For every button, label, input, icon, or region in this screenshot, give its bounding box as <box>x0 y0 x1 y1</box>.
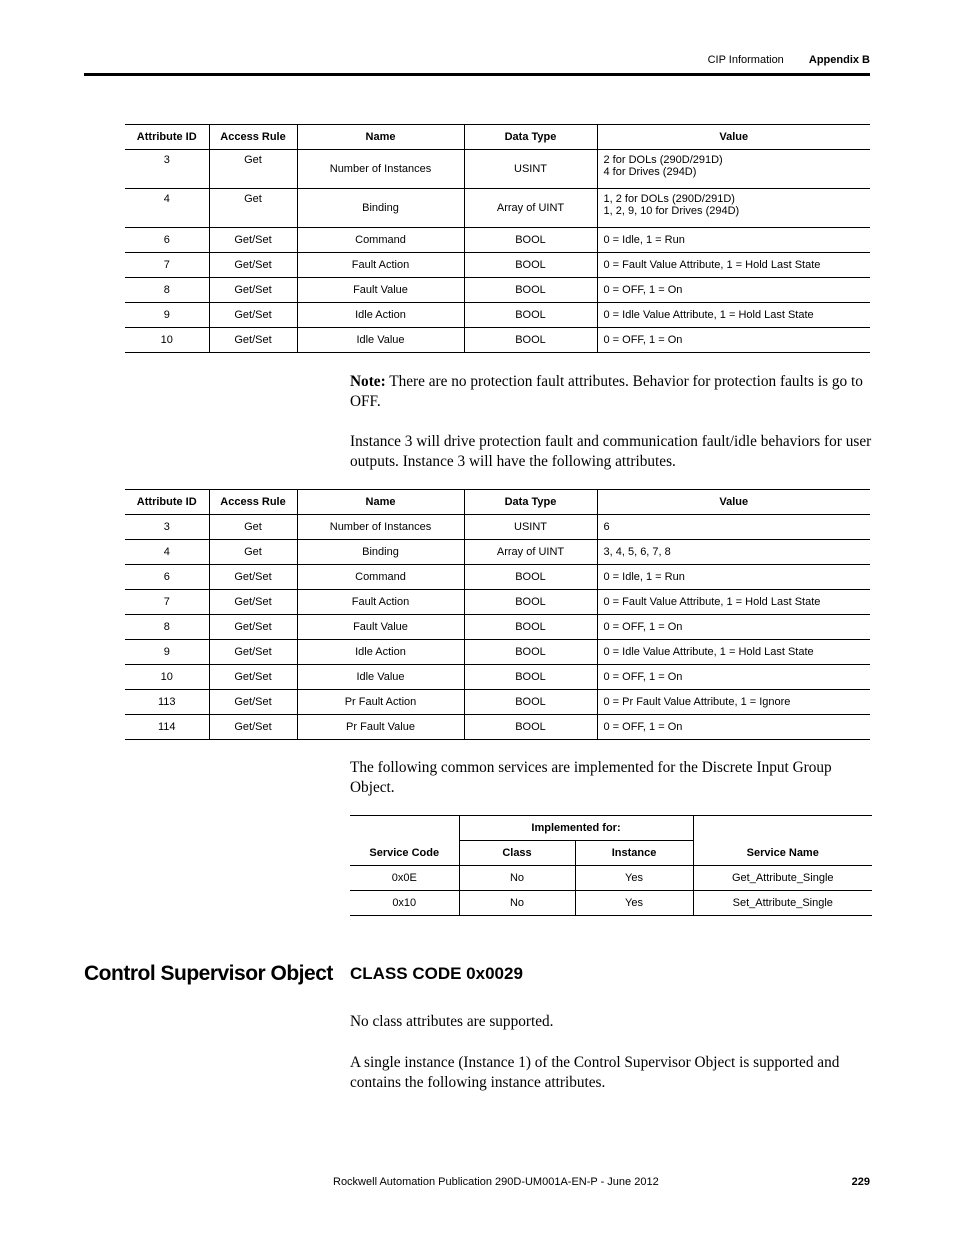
value-line: 1, 2, 9, 10 for Drives (294D) <box>603 205 740 217</box>
col-access-rule: Access Rule <box>209 490 297 515</box>
cell-access-rule: Get <box>209 189 297 228</box>
cell-access-rule: Get/Set <box>209 303 297 328</box>
cell-name: Fault Action <box>297 253 464 278</box>
cell-name: Command <box>297 228 464 253</box>
table-row <box>125 565 870 590</box>
cell-access-rule: Get/Set <box>209 665 297 690</box>
cell-data-type: BOOL <box>464 665 597 690</box>
note-label: Note: <box>350 373 386 390</box>
table-row <box>125 150 870 189</box>
class-code-heading: CLASS CODE 0x0029 <box>350 964 523 983</box>
cell-access-rule: Get/Set <box>209 565 297 590</box>
table-row <box>125 278 870 303</box>
table-row <box>125 228 870 253</box>
table-row <box>125 690 870 715</box>
cell-name: Binding <box>297 189 464 228</box>
col-name: Name <box>297 125 464 150</box>
cell-access-rule: Get <box>209 540 297 565</box>
value-line: 2 for DOLs (290D/291D) <box>603 154 723 166</box>
cell-instance: Yes <box>575 891 693 916</box>
cell-data-type: Array of UINT <box>464 540 597 565</box>
cell-instance: Yes <box>575 866 693 891</box>
cell-access-rule: Get/Set <box>209 278 297 303</box>
cell-attribute-id: 6 <box>125 565 209 590</box>
cell-data-type: BOOL <box>464 590 597 615</box>
services-table <box>350 815 872 916</box>
cell-attribute-id: 8 <box>125 615 209 640</box>
cell-attribute-id: 9 <box>125 640 209 665</box>
cell-value: 0 = OFF, 1 = On <box>597 615 870 640</box>
cell-service-code: 0x0E <box>350 866 459 891</box>
table-row <box>125 515 870 540</box>
cell-name: Idle Action <box>297 303 464 328</box>
cell-attribute-id: 10 <box>125 665 209 690</box>
page-number: 229 <box>851 1176 870 1188</box>
table-row <box>125 715 870 740</box>
col-instance: Instance <box>575 841 693 866</box>
no-class-paragraph: No class attributes are supported. <box>350 1013 554 1030</box>
cell-attribute-id: 8 <box>125 278 209 303</box>
cell-attribute-id: 3 <box>125 515 209 540</box>
running-header <box>708 54 870 66</box>
cell-access-rule: Get/Set <box>209 590 297 615</box>
cell-attribute-id: 6 <box>125 228 209 253</box>
cell-attribute-id: 10 <box>125 328 209 353</box>
services-paragraph: The following common services are implemented for the Discrete Input Group Object. <box>350 759 832 796</box>
header-appendix: Appendix B <box>808 54 870 66</box>
cell-class: No <box>459 866 575 891</box>
attributes-table-2 <box>125 489 870 740</box>
cell-access-rule: Get/Set <box>209 328 297 353</box>
cell-data-type: BOOL <box>464 228 597 253</box>
cell-name: Idle Value <box>297 328 464 353</box>
single-instance-paragraph: A single instance (Instance 1) of the Control Supervisor Object is supported and contains the following instance attributes. <box>350 1054 840 1091</box>
cell-name: Number of Instances <box>297 150 464 189</box>
table-row <box>125 640 870 665</box>
cell-value: 0 = Pr Fault Value Attribute, 1 = Ignore <box>597 690 870 715</box>
table-row <box>350 891 872 916</box>
cell-value: 3, 4, 5, 6, 7, 8 <box>597 540 870 565</box>
table-row <box>350 866 872 891</box>
cell-value: 0 = Idle Value Attribute, 1 = Hold Last State <box>597 303 870 328</box>
value-line: 4 for Drives (294D) <box>603 166 697 178</box>
col-data-type: Data Type <box>464 125 597 150</box>
cell-name: Fault Value <box>297 615 464 640</box>
cell-access-rule: Get <box>209 515 297 540</box>
cell-data-type: BOOL <box>464 615 597 640</box>
table-row <box>125 615 870 640</box>
section-title: Control Supervisor Object <box>84 962 333 985</box>
instance3-paragraph: Instance 3 will drive protection fault and communication fault/idle behaviors for user outputs. Instance 3 will have the following attributes. <box>350 433 872 470</box>
cell-access-rule: Get/Set <box>209 253 297 278</box>
cell-data-type: BOOL <box>464 328 597 353</box>
cell-data-type: Array of UINT <box>464 189 597 228</box>
col-value: Value <box>597 125 870 150</box>
cell-access-rule: Get <box>209 150 297 189</box>
col-class: Class <box>459 841 575 866</box>
cell-data-type: USINT <box>464 150 597 189</box>
cell-data-type: BOOL <box>464 640 597 665</box>
cell-service-code: 0x10 <box>350 891 459 916</box>
table-row <box>125 189 870 228</box>
cell-access-rule: Get/Set <box>209 690 297 715</box>
table-row <box>125 590 870 615</box>
note-paragraph <box>350 372 872 412</box>
cell-value <box>597 150 870 189</box>
col-attribute-id: Attribute ID <box>125 125 209 150</box>
cell-value: 0 = OFF, 1 = On <box>597 278 870 303</box>
cell-attribute-id: 4 <box>125 540 209 565</box>
header-section: CIP Information <box>707 54 784 66</box>
cell-class: No <box>459 891 575 916</box>
header-rule <box>84 73 870 76</box>
cell-value: 0 = Idle, 1 = Run <box>597 228 870 253</box>
cell-name: Idle Value <box>297 665 464 690</box>
cell-service-name: Set_Attribute_Single <box>693 891 872 916</box>
cell-service-name: Get_Attribute_Single <box>693 866 872 891</box>
cell-value: 0 = Idle, 1 = Run <box>597 565 870 590</box>
attributes-table-1 <box>125 124 870 353</box>
cell-data-type: USINT <box>464 515 597 540</box>
cell-attribute-id: 113 <box>125 690 209 715</box>
cell-attribute-id: 4 <box>125 189 209 228</box>
cell-name: Command <box>297 565 464 590</box>
col-service-code: Service Code <box>350 816 459 866</box>
cell-name: Pr Fault Action <box>297 690 464 715</box>
footer-publication: Rockwell Automation Publication 290D-UM001A-EN-P - June 2012 <box>333 1176 659 1188</box>
cell-attribute-id: 3 <box>125 150 209 189</box>
cell-name: Pr Fault Value <box>297 715 464 740</box>
col-name: Name <box>297 490 464 515</box>
cell-value: 0 = Fault Value Attribute, 1 = Hold Last State <box>597 253 870 278</box>
cell-name: Idle Action <box>297 640 464 665</box>
cell-name: Binding <box>297 540 464 565</box>
cell-value: 0 = OFF, 1 = On <box>597 715 870 740</box>
col-implemented-for: Implemented for: <box>459 816 693 841</box>
cell-attribute-id: 7 <box>125 590 209 615</box>
col-access-rule: Access Rule <box>209 125 297 150</box>
note-text: There are no protection fault attributes. Behavior for protection faults is go to OFF. <box>350 373 863 410</box>
cell-value: 6 <box>597 515 870 540</box>
cell-access-rule: Get/Set <box>209 640 297 665</box>
table-row <box>125 253 870 278</box>
cell-data-type: BOOL <box>464 253 597 278</box>
cell-attribute-id: 114 <box>125 715 209 740</box>
table-row <box>125 328 870 353</box>
table-row <box>125 540 870 565</box>
col-service-name: Service Name <box>693 816 872 866</box>
cell-name: Fault Action <box>297 590 464 615</box>
cell-value: 0 = OFF, 1 = On <box>597 665 870 690</box>
table-row <box>125 665 870 690</box>
cell-access-rule: Get/Set <box>209 615 297 640</box>
cell-data-type: BOOL <box>464 565 597 590</box>
cell-value: 0 = Fault Value Attribute, 1 = Hold Last State <box>597 590 870 615</box>
cell-data-type: BOOL <box>464 278 597 303</box>
cell-access-rule: Get/Set <box>209 228 297 253</box>
cell-value: 0 = Idle Value Attribute, 1 = Hold Last State <box>597 640 870 665</box>
cell-data-type: BOOL <box>464 715 597 740</box>
cell-attribute-id: 9 <box>125 303 209 328</box>
col-data-type: Data Type <box>464 490 597 515</box>
table-row <box>125 303 870 328</box>
cell-name: Number of Instances <box>297 515 464 540</box>
cell-value: 0 = OFF, 1 = On <box>597 328 870 353</box>
cell-access-rule: Get/Set <box>209 715 297 740</box>
cell-attribute-id: 7 <box>125 253 209 278</box>
col-value: Value <box>597 490 870 515</box>
cell-data-type: BOOL <box>464 690 597 715</box>
col-attribute-id: Attribute ID <box>125 490 209 515</box>
cell-value <box>597 189 870 228</box>
cell-data-type: BOOL <box>464 303 597 328</box>
cell-name: Fault Value <box>297 278 464 303</box>
value-line: 1, 2 for DOLs (290D/291D) <box>603 193 735 205</box>
